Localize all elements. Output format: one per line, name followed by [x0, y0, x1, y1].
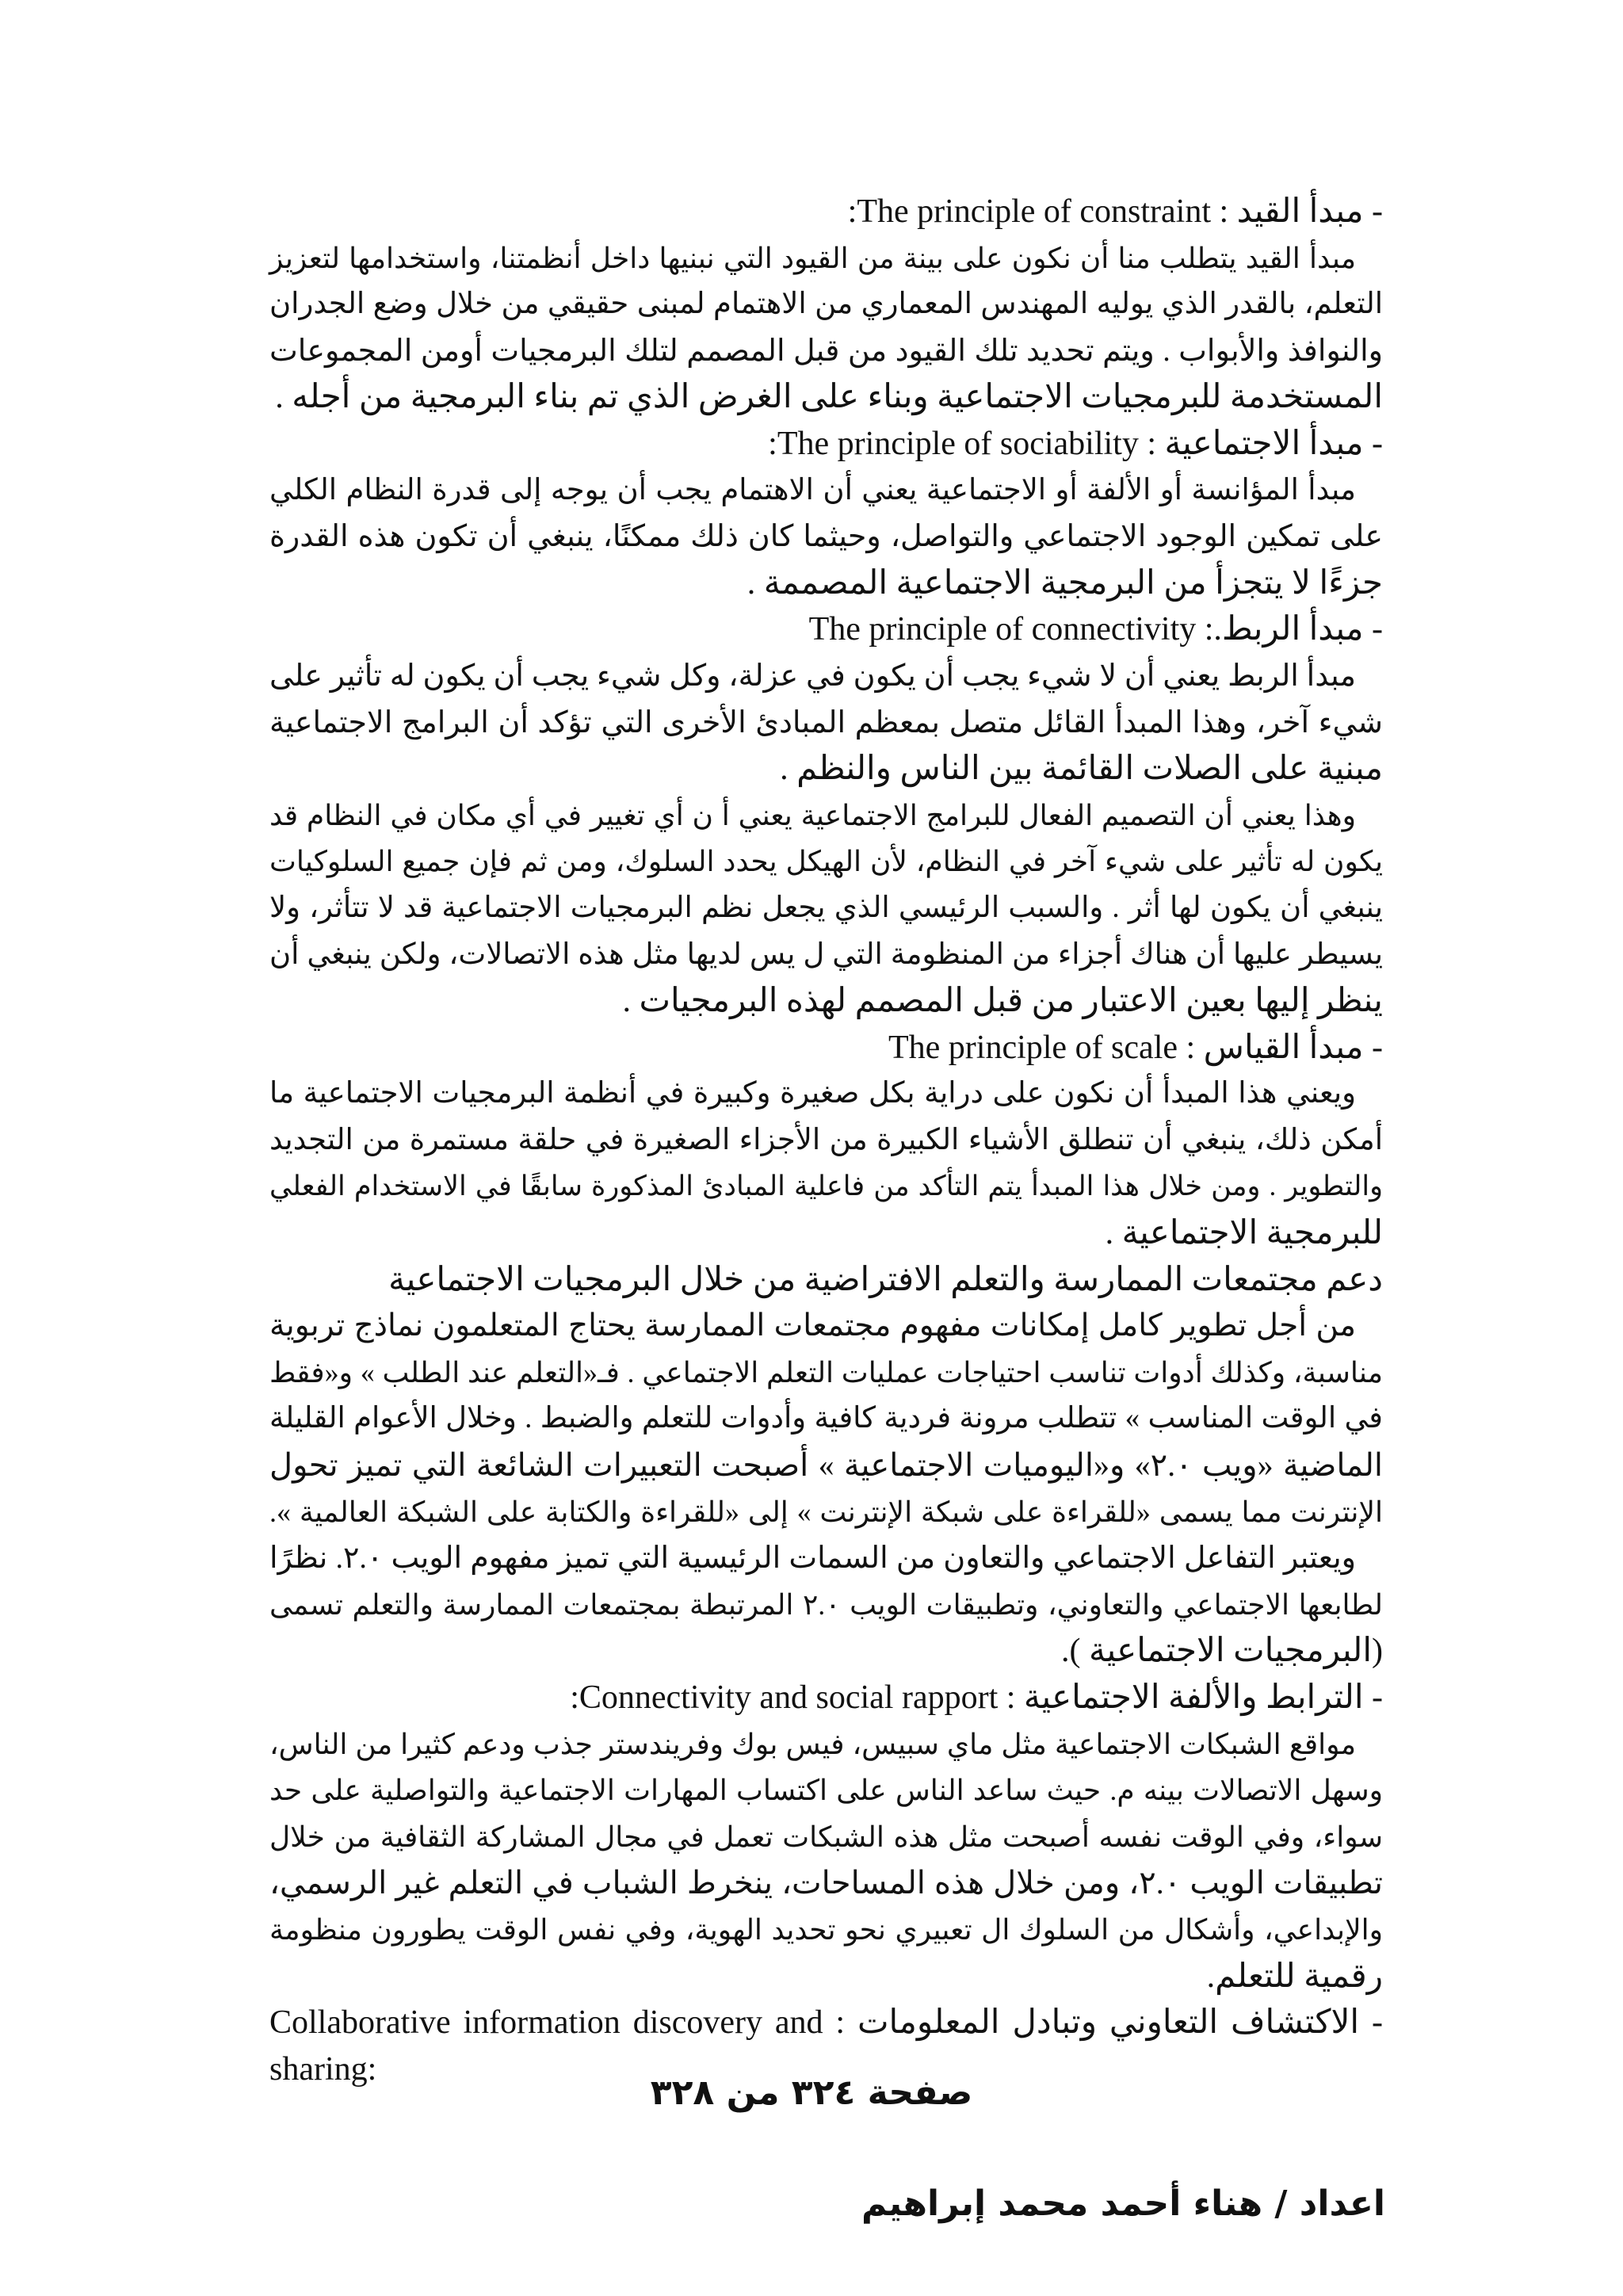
section-heading: - مبدأ القيد : The principle of constraint: — [847, 193, 1383, 230]
text-line: وسهل الاتصالات بينه م. حيث ساعد الناس على اكتساب المهارات الاجتماعية والتواصلية على حد — [269, 1775, 1384, 1807]
text-line: شيء آخر، وهذا المبدأ القائل متصل بمعظم المبادئ الأخرى التي تؤكد أن البرامج الاجتماعية — [269, 705, 1383, 739]
text-line: تطبيقات الويب ٢.٠، ومن خلال هذه المساحات، ينخرط الشباب في التعلم غير الرسمي، — [269, 1865, 1383, 1901]
section-heading: - مبدأ الربط.: The principle of connectivity — [808, 611, 1383, 648]
text-line: مبنية على الصلات القائمة بين الناس والنظم . — [780, 751, 1383, 788]
text-line: الماضية «ويب ٢.٠» و«اليوميات الاجتماعية » أصبحت التعبيرات الشائعة التي تميز تحول — [269, 1447, 1383, 1484]
section-heading: - مبدأ القياس : The principle of scale — [888, 1029, 1383, 1066]
text-line: يسيطر عليها أن هناك أجزاء من المنظومة التي ل يس لديها مثل هذه الاتصالات، ولكن ينبغي أن — [269, 938, 1383, 971]
text-line: جزءًا لا يتجزأ من البرمجية الاجتماعية المصممة . — [747, 564, 1383, 602]
text-line: رقمية للتعلم. — [1206, 1958, 1383, 1995]
text-line: والنوافذ والأبواب . ويتم تحديد تلك القيود من قبل المصمم لتلك البرمجيات أومن المجموعات — [269, 334, 1383, 368]
text-line: ويعتبر التفاعل الاجتماعي والتعاون من السمات الرئيسية التي تميز مفهوم الويب ٢.٠. نظرًا — [269, 1541, 1356, 1576]
section-heading: - مبدأ الاجتماعية : The principle of sociability: — [768, 425, 1383, 462]
text-line: وهذا يعني أن التصميم الفعال للبرامج الاجتماعية يعني أ ن أي تغيير في أي مكان في النظام قد — [269, 799, 1356, 831]
text-line: من أجل تطوير كامل إمكانات مفهوم مجتمعات الممارسة يحتاج المتعلمون نماذج تربوية — [269, 1308, 1356, 1343]
section-heading: - الترابط والألفة الاجتماعية : Connectivity and social rapport: — [570, 1679, 1383, 1716]
text-line: لطابعها الاجتماعي والتعاوني، وتطبيقات الويب ٢.٠ المرتبطة بمجتمعات الممارسة والتعلم تسمى — [269, 1588, 1383, 1621]
text-line: سواء، وفي الوقت نفسه أصبحت مثل هذه الشبكات تعمل في مجال المشاركة الثقافية من خلال — [269, 1820, 1383, 1853]
text-line: مبدأ القيد يتطلب منا أن نكون على بينة من القيود التي نبنيها داخل أنظمتنا، واستخدامها لتعزيز — [269, 242, 1356, 274]
author-credit: اعداد / هناء أحمد محمد إبراهيم — [861, 2183, 1385, 2224]
text-line: ينظر إليها بعين الاعتبار من قبل المصمم لهذه البرمجيات . — [622, 983, 1383, 1020]
text-line: مواقع الشبكات الاجتماعية مثل ماي سبيس، فيس بوك وفريندستر جذب ودعم كثيرا من الناس، — [269, 1728, 1356, 1760]
text-line: يكون له تأثير على شيء آخر في النظام، لأن الهيكل يحدد السلوك، ومن ثم فإن جميع السلوكيات — [269, 846, 1383, 878]
text-line: مبدأ الربط يعني أن لا شيء يجب أن يكون في عزلة، وكل شيء يجب أن يكون له تأثير على — [269, 659, 1356, 693]
text-line: على تمكين الوجود الاجتماعي والتواصل، وحيثما كان ذلك ممكنًا، ينبغي أن تكون هذه القدرة — [269, 520, 1383, 554]
text-line: والتطوير . ومن خلال هذا المبدأ يتم التأكد من فاعلية المبادئ المذكورة سابقًا في الاستخدام الفعلي — [269, 1171, 1383, 1202]
text-line: مناسبة، وكذلك أدوات تناسب احتياجات عمليات التعلم الاجتماعي . فـ«التعلم عند الطلب » و«فقط — [269, 1356, 1383, 1389]
text-line: مبدأ المؤانسة أو الألفة أو الاجتماعية يعني أن الاهتمام يجب أن يوجه إلى قدرة النظام الكلي — [269, 473, 1356, 506]
document-body — [269, 189, 1383, 2092]
text-line: الإنترنت مما يسمى «للقراءة على شبكة الإنترنت » إلى «للقراءة والكتابة على الشبكة العالمية ». — [269, 1496, 1383, 1528]
text-line: ويعني هذا المبدأ أن نكون على دراية بكل صغيرة وكبيرة في أنظمة البرمجيات الاجتماعية ما — [269, 1077, 1356, 1110]
text-line: والإبداعي، وأشكال من السلوك ال تعبيري نحو تحديد الهوية، وفي نفس الوقت يطورون منظومة — [269, 1913, 1383, 1946]
text-line: المستخدمة للبرمجيات الاجتماعية وبناء على الغرض الذي تم بناء البرمجية من أجله . — [275, 379, 1383, 416]
text-line: أمكن ذلك، ينبغي أن تنطلق الأشياء الكبيرة من الأجزاء الصغيرة في حلقة مستمرة من التجديد — [269, 1123, 1383, 1156]
text-line: sharing: — [269, 2050, 377, 2088]
page-number-label: صفحة ٣٢٤ من ٣٢٨ — [650, 2073, 973, 2113]
text-line: التعلم، بالقدر الذي يوليه المهندس المعماري من الاهتمام لمبنى حقيقي من خلال وضع الجدران — [269, 288, 1383, 321]
text-line: - الاكتشاف التعاوني وتبادل المعلومات : Collaborative information discovery and — [269, 2004, 1383, 2042]
text-line: (البرمجيات الاجتماعية ). — [1061, 1633, 1383, 1670]
text-line: للبرمجية الاجتماعية . — [1105, 1215, 1383, 1252]
text-line: في الوقت المناسب » تتطلب مرونة فردية كافية وأدوات للتعلم والضبط . وخلال الأعوام القليلة — [269, 1402, 1383, 1435]
section-heading: دعم مجتمعات الممارسة والتعلم الافتراضية من خلال البرمجيات الاجتماعية — [388, 1261, 1383, 1298]
page-number — [0, 2073, 1623, 2113]
text-line: ينبغي أن يكون لها أثر . والسبب الرئيسي الذي يجعل نظم البرمجيات الاجتماعية قد لا تتأثر، ولا — [269, 891, 1383, 924]
